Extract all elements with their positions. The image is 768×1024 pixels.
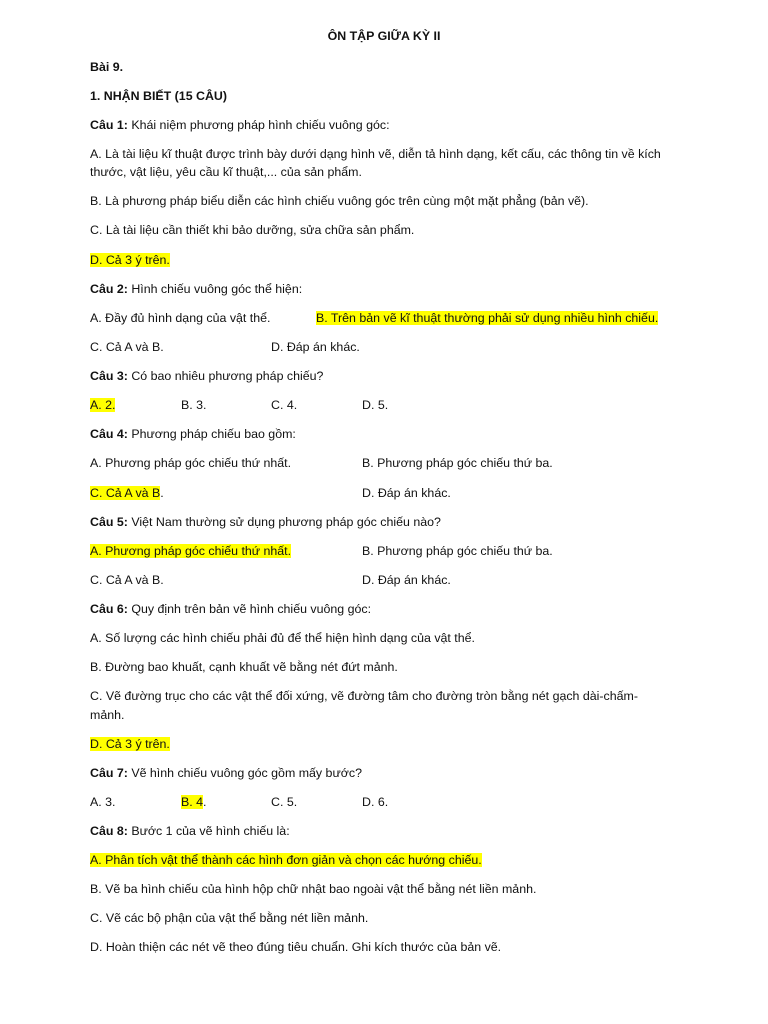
question-text: Quy định trên bản vẽ hình chiếu vuông góc: [127, 602, 372, 616]
q8-option-a-answer [90, 852, 482, 870]
answer-highlight: B. 4 [181, 795, 204, 809]
question-label: Câu 6: [90, 602, 128, 616]
q7-option-b-answer [181, 794, 207, 812]
question-text: Phương pháp chiếu bao gồm: [127, 427, 296, 441]
answer-tail: . [203, 795, 207, 809]
q4-option-b: B. Phương pháp góc chiếu thứ ba. [362, 456, 553, 470]
question-label: Câu 5: [90, 515, 128, 529]
question-label: Câu 2: [90, 282, 128, 296]
q5-option-c: C. Cả A và B. [90, 573, 164, 587]
answer-highlight: A. Phân tích vật thể thành các hình đơn giản và chọn các hướng chiếu. [90, 853, 482, 867]
answer-highlight: B. Trên bản vẽ kĩ thuật thường phải sử dụng nhiều hình chiếu. [316, 311, 659, 325]
q2-option-a: A. Đầy đủ hình dạng của vật thể. [90, 311, 271, 325]
answer-tail: . [160, 486, 164, 500]
lesson-heading: Bài 9. [90, 60, 124, 74]
answer-highlight: A. Phương pháp góc chiếu thứ nhất. [90, 544, 292, 558]
q4-option-c-answer [90, 485, 164, 503]
q2-option-b-answer [316, 310, 658, 328]
q8-option-b: B. Vẽ ba hình chiếu của hình hộp chữ nhật bao ngoài vật thể bằng nét liền mảnh. [90, 882, 537, 896]
question-label: Câu 1: [90, 118, 128, 132]
q6-option-d-answer [90, 736, 170, 754]
q5-option-a-answer [90, 543, 291, 561]
question-1 [90, 117, 390, 135]
question-2 [90, 281, 302, 299]
question-text: Khái niệm phương pháp hình chiếu vuông góc: [127, 118, 390, 132]
q6-option-a: A. Số lượng các hình chiếu phải đủ để thể hiện hình dạng của vật thể. [90, 631, 475, 645]
q3-option-b: B. 3. [181, 398, 207, 412]
q5-option-d: D. Đáp án khác. [362, 573, 451, 587]
q6-option-c-line2: mảnh. [90, 708, 125, 722]
q7-option-d: D. 6. [362, 795, 389, 809]
q8-option-d: D. Hoàn thiện các nét vẽ theo đúng tiêu chuẩn. Ghi kích thước của bản vẽ. [90, 940, 502, 954]
question-text: Hình chiếu vuông góc thể hiện: [127, 282, 303, 296]
question-text: Vẽ hình chiếu vuông góc gồm mấy bước? [127, 766, 362, 780]
question-text: Việt Nam thường sử dụng phương pháp góc chiếu nào? [127, 515, 441, 529]
q1-option-c: C. Là tài liệu cần thiết khi bảo dưỡng, sửa chữa sản phẩm. [90, 223, 415, 237]
q3-option-a-answer [90, 397, 115, 415]
question-3 [90, 368, 323, 386]
q2-option-c: C. Cả A và B. [90, 340, 164, 354]
q8-option-c: C. Vẽ các bộ phận của vật thể bằng nét liền mảnh. [90, 911, 369, 925]
question-8 [90, 823, 290, 841]
q1-option-b: B. Là phương pháp biểu diễn các hình chiếu vuông góc trên cùng một mặt phẳng (bản vẽ). [90, 194, 589, 208]
q5-option-b: B. Phương pháp góc chiếu thứ ba. [362, 544, 553, 558]
question-label: Câu 8: [90, 824, 128, 838]
q7-option-c: C. 5. [271, 795, 298, 809]
question-label: Câu 4: [90, 427, 128, 441]
answer-highlight: A. 2. [90, 398, 116, 412]
question-4 [90, 426, 296, 444]
q3-option-d: D. 5. [362, 398, 389, 412]
q6-option-c-line1: C. Vẽ đường trục cho các vật thể đối xứng, vẽ đường tâm cho đường tròn bằng nét gạch dài-chấm- [90, 689, 638, 703]
question-text: Có bao nhiêu phương pháp chiếu? [127, 369, 324, 383]
question-text: Bước 1 của vẽ hình chiếu là: [127, 824, 290, 838]
question-5 [90, 514, 441, 532]
answer-highlight: D. Cả 3 ý trên. [90, 737, 170, 751]
q3-option-c: C. 4. [271, 398, 298, 412]
q1-option-a-line2: thước, vật liệu, yêu cầu kĩ thuật,... của sản phẩm. [90, 165, 362, 179]
question-6 [90, 601, 371, 619]
q2-option-d: D. Đáp án khác. [271, 340, 360, 354]
q4-option-d: D. Đáp án khác. [362, 486, 451, 500]
q1-option-a-line1: A. Là tài liệu kĩ thuật được trình bày dưới dạng hình vẽ, diễn tả hình dạng, kết cấu, các thông tin về kích [90, 147, 661, 161]
q7-option-a: A. 3. [90, 795, 116, 809]
question-7 [90, 765, 362, 783]
answer-highlight: D. Cả 3 ý trên. [90, 253, 170, 267]
question-label: Câu 3: [90, 369, 128, 383]
question-label: Câu 7: [90, 766, 128, 780]
q1-option-d-answer [90, 252, 170, 270]
answer-highlight: C. Cả A và B [90, 486, 161, 500]
section-heading: 1. NHẬN BIẾT (15 CÂU) [90, 89, 227, 103]
q6-option-b: B. Đường bao khuất, cạnh khuất vẽ bằng nét đứt mảnh. [90, 660, 398, 674]
q4-option-a: A. Phương pháp góc chiếu thứ nhất. [90, 456, 292, 470]
page-title: ÔN TẬP GIỮA KỲ II [327, 29, 441, 43]
